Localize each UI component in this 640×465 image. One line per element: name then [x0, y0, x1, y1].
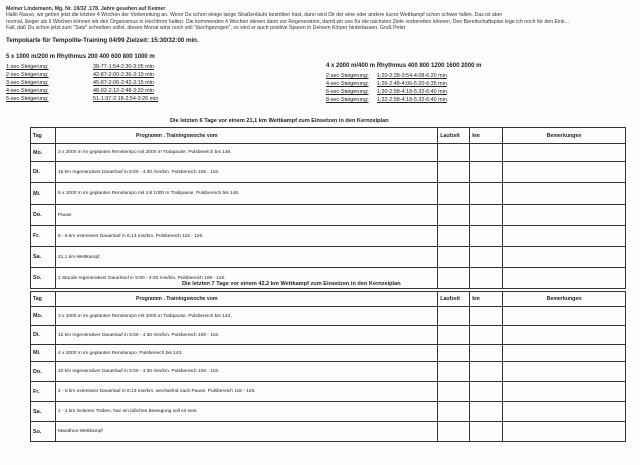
- pace-value: 42-87-2:00-2:36-3:10 min: [93, 72, 154, 78]
- col-header-laufzeit: Laufzeit: [438, 128, 470, 144]
- laufzeit-cell[interactable]: [438, 144, 470, 162]
- laufzeit-cell[interactable]: [438, 226, 470, 247]
- pace-left-block: [6, 54, 155, 60]
- laufzeit-cell[interactable]: [438, 307, 470, 326]
- km-cell[interactable]: [470, 345, 503, 362]
- table-header-row: [31, 292, 626, 307]
- intro-line: Hallo Rasso, wir gehen jetzt die letzten 4 Wochen der Vorbereitung an. Wenn Du schon einige lange Straßenläufe bestritten hast, dann wird Dir der eine oder andere kurze Wettkampf schon schwer fallen. Das ist aber: [6, 12, 503, 19]
- day-cell: Do.: [31, 205, 56, 226]
- col-header-bemerkungen: Bemerkungen: [503, 292, 626, 307]
- table-row: [31, 183, 626, 205]
- pace-left-row: [6, 71, 246, 79]
- bemerkungen-cell[interactable]: [503, 162, 626, 183]
- laufzeit-cell[interactable]: [438, 205, 470, 226]
- program-cell: 4 x 2000 m im geplanten Renntempo. Pulsbereich bis 143.: [55, 345, 437, 362]
- col-header-laufzeit: Laufzeit: [438, 292, 470, 307]
- pace-left-row: [6, 87, 246, 95]
- pace-label: 6-sec-Steigerung:: [326, 89, 369, 95]
- table1-caption: Die letzten 6 Tage vor einem 21,1 km Wettkampf zum Einsetzen in den Kernzeiplan: [170, 118, 389, 124]
- program-cell: 3 x 2000 m im geplanten Renntempo mit 2000 m Trabpause. Pulsbereich bis 146.: [55, 144, 437, 162]
- pace-value: 51-1:37-2:18-2:54-3:26 min: [93, 96, 159, 102]
- km-cell[interactable]: [470, 226, 503, 247]
- pace-value: 38-77-1:54-2:30-3:05 min: [93, 64, 154, 70]
- km-cell[interactable]: [470, 162, 503, 183]
- km-cell[interactable]: [470, 422, 503, 442]
- pace-label: 4-sec-Steigerung:: [6, 88, 49, 94]
- laufzeit-cell[interactable]: [438, 162, 470, 183]
- km-cell[interactable]: [470, 307, 503, 326]
- table-row: [31, 382, 626, 402]
- intro-line: Fall, daß Du schon jetzt zum "Satz" schreiben sollst, diesen Monat wirst noch voll "durchgezogen", so wird er auch positive Spuren in Deinem Körper hinterlassen. Gruß Peter: [6, 25, 406, 32]
- col-header-program: Programm . Trainingswoche vom: [55, 128, 437, 144]
- bemerkungen-cell[interactable]: [503, 144, 626, 162]
- col-header-km: km: [470, 292, 503, 307]
- pace-right-row: [326, 88, 626, 96]
- pace-right-row: [326, 80, 626, 88]
- laufzeit-cell[interactable]: [438, 345, 470, 362]
- day-cell: Sa.: [31, 247, 56, 268]
- pace-right-row: [326, 72, 626, 80]
- pace-value: 1:30-2:58-4:18-5:32-6:40 min: [377, 89, 447, 95]
- day-cell: Mo.: [31, 144, 56, 162]
- day-cell: Mi.: [31, 345, 56, 362]
- day-cell: Mo.: [31, 307, 56, 326]
- day-cell: Di.: [31, 162, 56, 183]
- bemerkungen-cell[interactable]: [503, 247, 626, 268]
- table-row: [31, 362, 626, 382]
- table-row: [31, 144, 626, 162]
- bemerkungen-cell[interactable]: [503, 205, 626, 226]
- col-header-program: Programm . Trainingswoche vom: [55, 292, 437, 307]
- km-cell[interactable]: [470, 183, 503, 205]
- day-cell: So.: [31, 268, 56, 289]
- pace-left-row: [6, 79, 246, 87]
- table-row: [31, 247, 626, 268]
- table-row: [31, 402, 626, 422]
- col-header-day: Tag: [31, 292, 56, 307]
- laufzeit-cell[interactable]: [438, 422, 470, 442]
- day-cell: Do.: [31, 362, 56, 382]
- bemerkungen-cell[interactable]: [503, 402, 626, 422]
- pace-value: 45-87-2:06-2:42-3:15 min: [93, 80, 154, 86]
- pace-label: 3-sec-Steigerung:: [6, 80, 49, 86]
- table2-caption: Die letzten 7 Tage vor einem 42,2 km Wettkampf zum Einsetzen in den Kernzeiplan: [182, 281, 401, 287]
- pace-value: 48-92-2:12-2:48-3:20 min: [93, 88, 154, 94]
- bemerkungen-cell[interactable]: [503, 422, 626, 442]
- pace-left-header: 5 x 1000 m/200 m Rhythmus 200 400 600 800 1000 m: [6, 54, 155, 60]
- pace-label: 4-sec-Steigerung:: [326, 81, 369, 87]
- program-cell: 21,1 km-Wettkampf.: [55, 247, 437, 268]
- day-cell: Mi.: [31, 183, 56, 205]
- bemerkungen-cell[interactable]: [503, 382, 626, 402]
- program-cell: Pause: [55, 205, 437, 226]
- intro-text: [6, 6, 634, 32]
- pace-left-row: [6, 63, 246, 71]
- day-cell: Sa.: [31, 402, 56, 422]
- plan-table-42km: [30, 291, 626, 442]
- table-row: [31, 307, 626, 326]
- bemerkungen-cell[interactable]: [503, 326, 626, 345]
- pace-label: 1-sec-Steigerung:: [6, 64, 49, 70]
- day-cell: Di.: [31, 326, 56, 345]
- bemerkungen-cell[interactable]: [503, 345, 626, 362]
- program-cell: Marathon-Wettkampf: [55, 422, 437, 442]
- km-cell[interactable]: [470, 326, 503, 345]
- program-cell: 15 km regenerativer Dauerlauf in 5:00 - 4:30 min/km. Pulsbereich 108 - 118.: [55, 162, 437, 183]
- km-cell[interactable]: [470, 205, 503, 226]
- program-cell: 5 x 1000 m im geplanten Renntempo mit mit 1000 m Trabpause. Pulsbereich bis 148.: [55, 183, 437, 205]
- program-cell: 1 - 2 km lockeres Traben. Nur ein bißchen Bewegung soll es sein.: [55, 402, 437, 422]
- bemerkungen-cell[interactable]: [503, 362, 626, 382]
- table-row: [31, 162, 626, 183]
- laufzeit-cell[interactable]: [438, 326, 470, 345]
- laufzeit-cell[interactable]: [438, 183, 470, 205]
- table-row: [31, 326, 626, 345]
- intro-line: Meiner Lindemann, Mg. Nr. 19/32 .178. Jahre gesehen auf Keimer: [6, 6, 166, 12]
- pace-label: 2-sec-Steigerung:: [6, 72, 49, 78]
- table-row: [31, 422, 626, 442]
- pace-right-block: [326, 63, 481, 69]
- pace-right-header: 4 x 2000 m/400 m Rhythmus 400 800 1200 1600 2000 m: [326, 63, 482, 69]
- km-cell[interactable]: [470, 247, 503, 268]
- pace-label: 2-sec-Steigerung:: [326, 73, 369, 79]
- plan-table-21km: [30, 127, 626, 289]
- pace-left-row: [6, 95, 246, 103]
- bemerkungen-cell[interactable]: [503, 268, 626, 289]
- table-row: [31, 345, 626, 362]
- pace-right-row: [326, 96, 626, 104]
- pace-label: 8-sec-Steigerung:: [326, 97, 369, 103]
- col-header-bemerkungen: Bemerkungen: [503, 128, 626, 144]
- program-cell: 3 x 1000 m im geplanten Renntempo mit 1000 m Trabpause. Pulsbereich bis 143.: [55, 307, 437, 326]
- km-cell[interactable]: [470, 402, 503, 422]
- bemerkungen-cell[interactable]: [503, 226, 626, 247]
- km-cell[interactable]: [470, 362, 503, 382]
- pace-value: 1:20-2:38-3:54-4:08-6:20 min: [377, 73, 447, 79]
- laufzeit-cell[interactable]: [438, 362, 470, 382]
- day-cell: Fr.: [31, 382, 56, 402]
- program-cell: 2 - 5 km extensiver Dauerlauf in 6:13 min/km. wechselnd nach Pause. Pulsbereich 118 - 126.: [55, 382, 437, 402]
- pace-label: 5-sec-Steigerung:: [6, 96, 49, 102]
- program-cell: 5 - 6 km extensiver Dauerlauf in 6:13 min/km. Pulsbereich 118 - 126.: [55, 226, 437, 247]
- day-cell: So.: [31, 422, 56, 442]
- km-cell[interactable]: [470, 144, 503, 162]
- km-cell[interactable]: [470, 268, 503, 289]
- pace-value: 1:32-2:58-4:18-5:32-6:40 min: [377, 97, 447, 103]
- col-header-day: Tag: [31, 128, 56, 144]
- program-cell: 1 Stunde regenerativer Dauerlauf in 5:00 - 4:30 min/km. Pulsbereich 108 - 118.: [55, 268, 437, 289]
- table-header-row: [31, 128, 626, 144]
- km-cell[interactable]: [470, 382, 503, 402]
- day-cell: Fr.: [31, 226, 56, 247]
- laufzeit-cell[interactable]: [438, 268, 470, 289]
- table-row: [31, 226, 626, 247]
- program-cell: 12 km regenerativer Dauerlauf in 5:00 - 4:30 min/km. Pulsbereich 108 - 118.: [55, 326, 437, 345]
- pace-value: 1:26-2:48-4:06-5:20-6:35 min: [377, 81, 447, 87]
- program-cell: 10 km regenerativer Dauerlauf in 5:00 - 4:30 min/km. Pulsbereich 108 - 118.: [55, 362, 437, 382]
- laufzeit-cell[interactable]: [438, 382, 470, 402]
- bemerkungen-cell[interactable]: [503, 307, 626, 326]
- laufzeit-cell[interactable]: [438, 402, 470, 422]
- intro-line: normal, länger als 6 Wochen können wir den Organismus in Hochform halten. Die kommenden 4 Wochen dienen dann zur Regeneration, damit wir uns für die nächsten Ziele vorbereiten können. Den Bereitschaftsplan lege ich noch für den Eink...: [6, 18, 569, 25]
- laufzeit-cell[interactable]: [438, 247, 470, 268]
- training-title: Tempokarte für Tempolite-Training 04/99 Zielzeit: 15:30/32:00 min.: [6, 37, 199, 44]
- bemerkungen-cell[interactable]: [503, 183, 626, 205]
- table-row: [31, 205, 626, 226]
- col-header-km: km: [470, 128, 503, 144]
